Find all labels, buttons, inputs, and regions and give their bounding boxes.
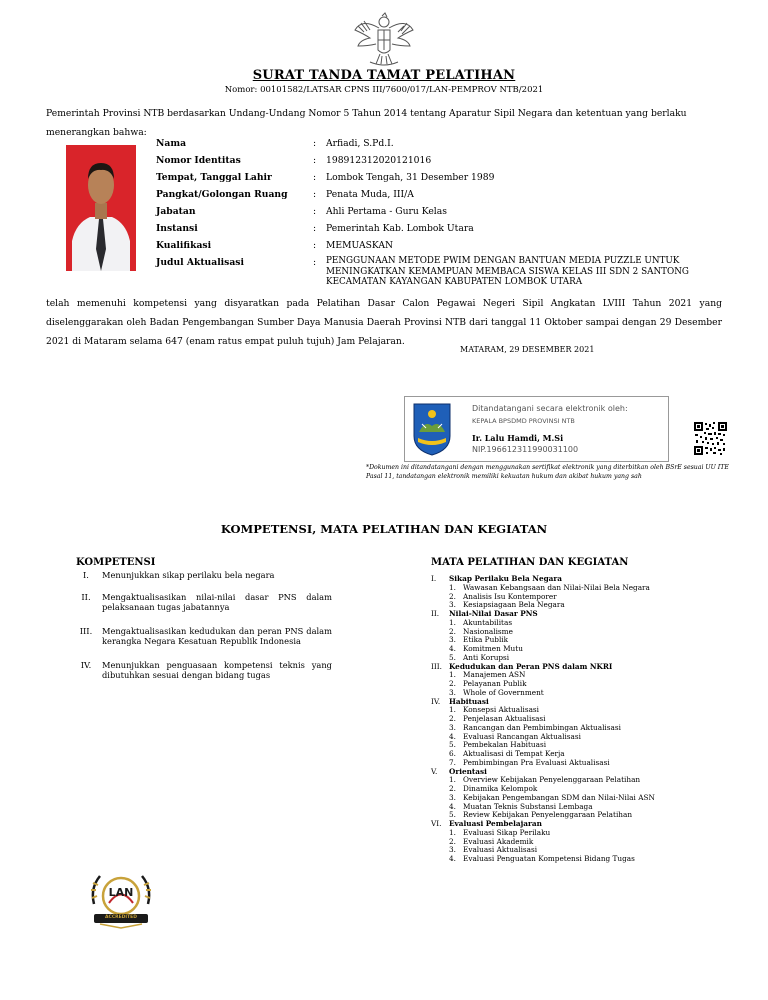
signer-name: Ir. Lalu Hamdi, M.Si [472,433,564,443]
field-label: Nama [156,138,187,149]
qr-code-icon [694,422,727,455]
item-number: 2. [449,784,456,793]
section-title: KOMPETENSI, MATA PELATIHAN DAN KEGIATAN [220,522,548,536]
item-number: 3. [449,722,456,732]
field-value: Ahli Pertama - Guru Kelas [326,206,447,217]
field-row-pangkat [156,189,716,206]
list-item: Etika Publik [463,635,509,645]
list-item: Whole of Government [463,687,544,697]
item-number: 4. [449,854,456,863]
field-colon: : [313,138,317,149]
item-number: 2. [449,591,456,601]
group-number: VI. [431,819,442,828]
list-item: Evaluasi Rancangan Aktualisasi [463,731,581,741]
list-item: Dinamika Kelompok [463,784,538,793]
list-item: Konsepsi Aktualisasi [463,705,539,715]
field-value: Lombok Tengah, 31 Desember 1989 [326,172,495,183]
list-item-text: Mengaktualisasikan nilai-nilai dasar PNS dalam pelaksanaan tugas jabatannya [102,592,332,612]
list-item: Wawasan Kebangsaan dan Nilai-Nilai Bela Negara [463,582,650,592]
intro-text: Pemerintah Provinsi NTB berdasarkan Undang-Undang Nomor 5 Tahun 2014 tentang Aparatur Sipil Negara dan ketentuan yang berlaku menerangkan bahwa: [46,108,687,138]
item-number: 2. [449,836,456,846]
item-number: 1. [449,617,456,627]
list-item: Overview Kebijakan Penyelenggaraan Pelatihan [463,775,641,785]
group-number: II. [431,609,440,618]
lan-logo-subtitle: ACCREDITED [105,915,137,920]
item-number: 4. [449,731,456,741]
group-title: Nilai-Nilai Dasar PNS [449,609,538,618]
item-number: 5. [449,740,456,750]
list-item: Kesiapsiagaan Bela Negara [463,600,565,610]
body-paragraph: telah memenuhi kompetensi yang disyaratkan pada Pelatihan Dasar Calon Pegawai Negeri Sipil Angkatan LVIII Tahun 2021 yang diselenggarakan oleh Badan Pengembangan Sumber Daya Manusia Daerah Provinsi NTB dari tanggal 11 Oktober sampai dengan 29 Desember 2021 di Mataram selama 647 (enam ratus empat puluh tujuh) Jam Pelajaran. [46,298,722,347]
item-number: 2. [449,626,456,636]
list-item: Review Kebijakan Penyelenggaraan Pelatihan [463,810,633,820]
list-item-number: IV. [80,660,92,670]
item-number: 1. [449,827,456,837]
field-colon: : [313,189,317,200]
field-label: Kualifikasi [156,240,212,251]
signer-position: KEPALA BPSDMD PROVINSI NTB [472,417,575,425]
e-signature-disclaimer: *Dokumen ini ditandatangani dengan menggunakan sertifikat elektronik yang diterbitkan oleh BSrE sesuai UU ITE Pasal 11, tandatangan elektronik memiliki kekuatan hukum dan akibat hukum yang sah [366,464,729,480]
item-number: 3. [449,792,456,802]
field-colon: : [313,223,317,234]
field-colon: : [313,206,317,217]
field-row-judul-aktualisasi [156,257,716,293]
group-title: Kedudukan dan Peran PNS dalam NKRI [449,661,613,671]
list-item: Pembekalan Habituasi [463,740,547,750]
participant-photo [66,145,136,271]
certificate-number: Nomor: 00101582/LATSAR CPNS III/7600/017/LAN-PEMPROV NTB/2021 [224,85,544,95]
signer-nip: NIP.196612311990031100 [472,445,579,454]
field-colon: : [313,172,317,183]
group-title: Habituasi [449,696,489,706]
field-value: Pemerintah Kab. Lombok Utara [326,223,474,234]
item-number: 4. [449,801,456,811]
kompetensi-heading: KOMPETENSI [76,557,156,568]
list-item-text: Menunjukkan sikap perilaku bela negara [102,570,275,580]
item-number: 5. [449,652,456,662]
field-row-tempat-tanggal-lahir [156,172,716,189]
list-item: Evaluasi Penguatan Kompetensi Bidang Tugas [463,854,635,863]
item-number: 4. [449,644,456,653]
lan-accredited-logo-icon [86,870,156,930]
item-number: 2. [449,679,456,688]
list-item: Pelayanan Publik [463,679,527,688]
list-item: Kebijakan Pengembangan SDM dan Nilai-Nilai ASN [463,792,655,802]
list-item: Anti Korupsi [463,652,510,662]
field-label: Jabatan [156,206,196,217]
item-number: 5. [449,810,456,820]
field-label: Pangkat/Golongan Ruang [156,189,288,200]
list-item: Evaluasi Akademik [463,836,534,846]
field-colon: : [313,155,317,166]
item-number: 3. [449,845,456,855]
field-value: MEMUASKAN [326,240,394,251]
field-value: Penata Muda, III/A [326,189,414,200]
group-title: Sikap Perilaku Bela Negara [449,574,562,583]
list-item: Rancangan dan Pembimbingan Aktualisasi [463,722,621,732]
field-colon: : [313,257,317,268]
group-number: IV. [431,696,441,706]
item-number: 1. [449,670,456,680]
field-row-nomor-identitas [156,155,716,172]
item-number: 1. [449,582,456,592]
item-number: 1. [449,775,456,785]
item-number: 3. [449,600,456,610]
garuda-emblem-icon [352,12,416,70]
item-number: 6. [449,749,456,758]
field-row-nama [156,138,716,155]
group-number: III. [431,661,442,671]
field-row-instansi [156,223,716,240]
item-number: 7. [449,757,456,767]
group-title: Orientasi [449,766,487,776]
field-label: Nomor Identitas [156,155,241,166]
list-item-number: I. [83,570,89,580]
group-number: I. [431,574,437,583]
list-item: Evaluasi Aktualisasi [463,845,538,855]
list-item: Analisis Isu Kontemporer [463,591,557,601]
ntb-province-logo-icon [410,402,454,456]
group-number: V. [431,766,438,776]
lan-logo-text: LAN [108,886,134,899]
certificate-title: SURAT TANDA TAMAT PELATIHAN [252,68,516,83]
list-item: Muatan Teknis Substansi Lembaga [463,801,593,811]
list-item: Penjelasan Aktualisasi [463,714,546,723]
item-number: 1. [449,705,456,715]
item-number: 3. [449,635,456,645]
field-label: Instansi [156,223,198,234]
field-row-jabatan [156,206,716,223]
field-label: Judul Aktualisasi [156,257,244,268]
list-item: Nasionalisme [463,626,513,636]
list-item-number: III. [79,626,93,636]
mata-pelatihan-heading: MATA PELATIHAN DAN KEGIATAN [431,557,629,568]
field-colon: : [313,240,317,251]
item-number: 3. [449,687,456,697]
item-number: 2. [449,714,456,723]
list-item: Komitmen Mutu [463,644,523,653]
list-item-text: Menunjukkan penguasaan kompetensi teknis yang dibutuhkan sesuai dengan bidang tugas [102,660,332,680]
place-date: MATARAM, 29 DESEMBER 2021 [460,345,595,354]
list-item: Manajemen ASN [463,670,526,680]
list-item-text: Mengaktualisasikan kedudukan dan peran PNS dalam kerangka Negara Kesatuan Republik Indonesia [102,626,332,646]
list-item: Akuntabilitas [463,617,513,627]
field-value: PENGGUNAAN METODE PWIM DENGAN BANTUAN MEDIA PUZZLE UNTUK MENINGKATKAN KEMAMPUAN MEMBACA SISWA KELAS III SDN 2 SANTONG KECAMATAN KAYANGAN KABUPATEN LOMBOK UTARA [326,256,689,287]
field-value: Arfiadi, S.Pd.I. [326,138,394,149]
signed-by-label: Ditandatangani secara elektronik oleh: [472,404,628,413]
list-item-number: II. [81,592,91,602]
list-item: Aktualisasi di Tempat Kerja [463,749,565,758]
field-value: 198912312020121016 [326,155,432,166]
field-row-kualifikasi [156,240,716,257]
list-item: Evaluasi Sikap Perilaku [463,827,551,837]
field-label: Tempat, Tanggal Lahir [156,172,272,183]
group-title: Evaluasi Pembelajaran [449,819,542,828]
list-item: Pembimbingan Pra Evaluasi Aktualisasi [463,757,610,767]
